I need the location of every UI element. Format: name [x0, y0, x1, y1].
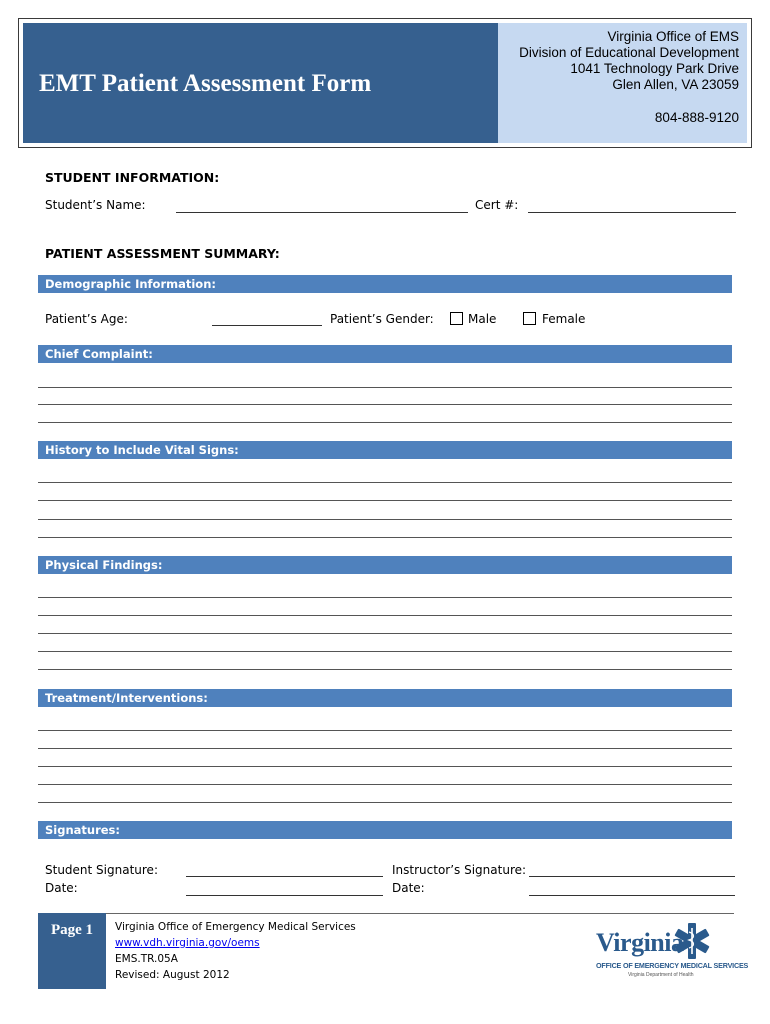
footer-form-code: EMS.TR.05A	[115, 953, 178, 965]
instructor-date-label: Date:	[392, 881, 425, 895]
footer-website-link[interactable]: www.vdh.virginia.gov/oems	[115, 937, 260, 949]
treatment-line[interactable]	[38, 730, 732, 731]
cert-label: Cert #:	[475, 198, 519, 212]
org-line: 1041 Technology Park Drive	[570, 61, 739, 76]
female-checkbox[interactable]	[523, 312, 536, 325]
signatures-section-bar: Signatures:	[38, 821, 732, 839]
male-checkbox[interactable]	[450, 312, 463, 325]
physical-findings-line[interactable]	[38, 597, 732, 598]
treatment-line[interactable]	[38, 766, 732, 767]
instructor-date-field[interactable]	[529, 895, 735, 896]
treatment-line[interactable]	[38, 748, 732, 749]
patient-gender-label: Patient’s Gender:	[330, 312, 434, 326]
treatment-section-bar: Treatment/Interventions:	[38, 689, 732, 707]
demographic-section-bar: Demographic Information:	[38, 275, 732, 293]
treatment-line[interactable]	[38, 784, 732, 785]
chief-complaint-line[interactable]	[38, 404, 732, 405]
chief-complaint-line[interactable]	[38, 422, 732, 423]
org-line: Virginia Office of EMS	[607, 29, 739, 44]
chief-complaint-line[interactable]	[38, 387, 732, 388]
student-signature-field[interactable]	[186, 876, 383, 877]
summary-heading: PATIENT ASSESSMENT SUMMARY:	[45, 246, 280, 261]
logo-wordmark: Virginia	[596, 928, 684, 957]
physical-findings-line[interactable]	[38, 651, 732, 652]
history-line[interactable]	[38, 519, 732, 520]
physical-findings-line[interactable]	[38, 633, 732, 634]
student-info-heading: STUDENT INFORMATION:	[45, 170, 220, 185]
student-date-label: Date:	[45, 881, 78, 895]
history-section-bar: History to Include Vital Signs:	[38, 441, 732, 459]
page-number: Page 1	[38, 913, 106, 989]
student-signature-label: Student Signature:	[45, 863, 158, 877]
footer-org: Virginia Office of Emergency Medical Services	[115, 921, 356, 933]
physical-findings-line[interactable]	[38, 669, 732, 670]
physical-findings-line[interactable]	[38, 615, 732, 616]
treatment-line[interactable]	[38, 802, 732, 803]
student-name-field[interactable]	[176, 212, 468, 213]
footer-revised-date: Revised: August 2012	[115, 969, 230, 981]
org-line: Division of Educational Development	[519, 45, 739, 60]
chief-complaint-section-bar: Chief Complaint:	[38, 345, 732, 363]
patient-age-label: Patient’s Age:	[45, 312, 128, 326]
patient-age-field[interactable]	[212, 325, 322, 326]
history-line[interactable]	[38, 482, 732, 483]
physical-findings-section-bar: Physical Findings:	[38, 556, 732, 574]
form-title: EMT Patient Assessment Form	[39, 70, 372, 97]
instructor-signature-label: Instructor’s Signature:	[392, 863, 527, 877]
logo-tagline: Virginia Department of Health	[628, 972, 694, 978]
phone-number: 804-888-9120	[654, 110, 739, 125]
male-label: Male	[468, 312, 497, 326]
logo-subtitle: OFFICE OF EMERGENCY MEDICAL SERVICES	[596, 961, 749, 970]
history-line[interactable]	[38, 500, 732, 501]
student-name-label: Student’s Name:	[45, 198, 146, 212]
student-date-field[interactable]	[186, 895, 383, 896]
org-line: Glen Allen, VA 23059	[612, 77, 739, 92]
history-line[interactable]	[38, 537, 732, 538]
instructor-signature-field[interactable]	[529, 876, 735, 877]
footer-divider	[106, 913, 734, 914]
vaoems-logo	[594, 922, 749, 984]
cert-number-field[interactable]	[528, 212, 736, 213]
female-label: Female	[542, 312, 586, 326]
